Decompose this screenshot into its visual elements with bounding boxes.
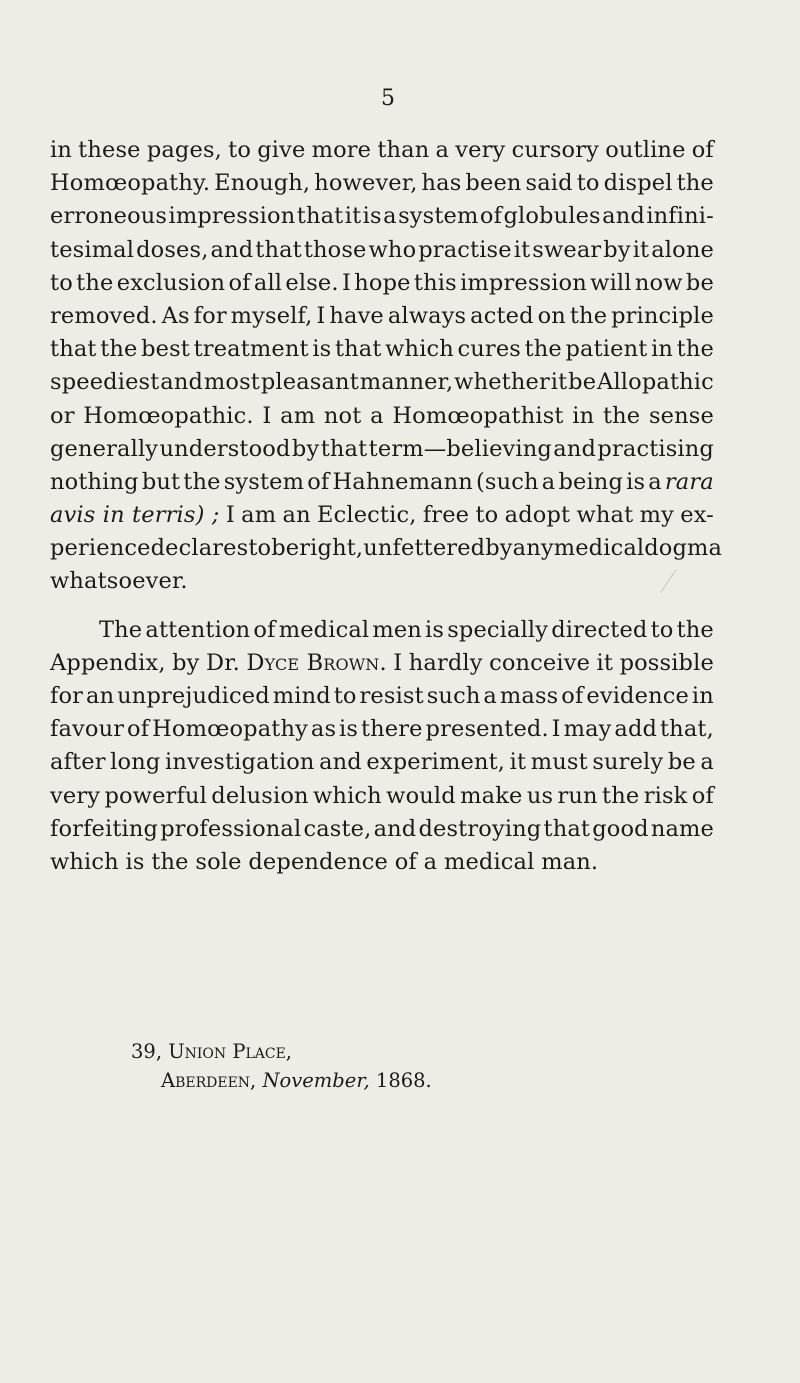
word: pleasant	[260, 369, 359, 396]
word: which	[385, 336, 454, 363]
signature-address-text: 39, Union Place,	[131, 1040, 293, 1063]
word: As	[161, 302, 190, 329]
word: there	[360, 716, 423, 743]
word: acted	[470, 302, 534, 329]
text-line	[50, 300, 714, 333]
word: that	[320, 435, 368, 462]
word: globules	[503, 203, 601, 230]
word: destroying	[418, 815, 542, 842]
word: the	[676, 616, 714, 643]
word: very	[455, 137, 506, 163]
word: those	[303, 236, 367, 263]
word: it	[632, 236, 650, 263]
word: system	[398, 203, 479, 230]
word: swear	[532, 236, 602, 263]
word: that	[50, 336, 97, 363]
word: Eclectic,	[317, 502, 417, 529]
word: and	[602, 203, 645, 230]
text-line	[50, 366, 714, 399]
word: practise	[418, 236, 512, 263]
word: very	[50, 782, 101, 809]
word: by	[485, 535, 513, 562]
text-line	[50, 466, 714, 499]
word: investigation	[164, 749, 315, 776]
word: to	[475, 502, 499, 529]
word: what	[576, 502, 634, 529]
word: the	[569, 302, 608, 329]
word: medical	[443, 848, 535, 875]
word: Hahnemann	[332, 468, 473, 495]
word: a	[383, 203, 397, 230]
paragraph-appendix	[50, 614, 714, 880]
text-line	[50, 614, 714, 647]
word: exclusion	[116, 269, 226, 296]
word: favour	[50, 716, 125, 743]
word: good	[592, 815, 649, 842]
word: us	[526, 782, 554, 809]
word: right,	[299, 535, 364, 562]
signature-place-date	[131, 1066, 432, 1095]
word: that	[543, 815, 591, 842]
word: than	[377, 137, 430, 163]
word: it	[550, 369, 568, 396]
word: a	[541, 468, 556, 495]
word: to	[248, 535, 272, 562]
word: evidence	[586, 683, 689, 709]
word: Enough,	[214, 170, 311, 197]
word: attention	[145, 616, 251, 643]
text-line	[50, 532, 723, 565]
word: a	[483, 683, 497, 709]
word: I	[393, 649, 403, 676]
word: of	[253, 616, 276, 643]
word: I	[341, 269, 352, 296]
word: is	[339, 716, 359, 743]
word: which	[313, 782, 382, 809]
word: be	[667, 749, 696, 776]
word: generally	[50, 435, 159, 462]
word: mind	[272, 683, 331, 709]
word: by	[603, 236, 631, 263]
word: must	[530, 749, 588, 776]
word: the	[524, 336, 562, 363]
word: that	[334, 336, 382, 363]
word: resist	[359, 683, 424, 709]
word: been	[465, 170, 522, 197]
text-line	[50, 647, 714, 680]
word: is	[626, 468, 646, 495]
text-line	[50, 780, 714, 813]
word: cures	[457, 336, 521, 363]
word: adopt	[504, 502, 571, 529]
word: presented.	[425, 716, 549, 743]
word: of	[691, 782, 714, 809]
word: cursory	[511, 137, 600, 163]
word: I	[262, 402, 272, 429]
word: who	[368, 236, 417, 263]
word: to	[228, 137, 252, 163]
word: experiment,	[366, 749, 506, 776]
page-number: 5	[381, 86, 395, 111]
signature-block	[131, 1037, 432, 1095]
word: my	[639, 502, 674, 529]
word: medical	[278, 616, 370, 643]
text-line	[50, 499, 714, 532]
word: am	[241, 502, 277, 529]
signature-city: Aberdeen,	[161, 1069, 257, 1092]
word: and	[160, 369, 204, 396]
word: nothing	[50, 468, 139, 495]
word: the	[602, 782, 640, 809]
word: any	[512, 535, 554, 562]
word: run	[557, 782, 598, 809]
word: whatsoever.	[50, 568, 188, 595]
word: may	[563, 716, 612, 743]
word: being	[558, 468, 623, 495]
paragraph-eclecticism	[50, 134, 723, 599]
text-line	[50, 234, 714, 267]
word: avis in terris) ;	[50, 502, 220, 529]
word: the	[151, 848, 189, 875]
word: of	[479, 203, 503, 230]
word: the	[76, 269, 114, 296]
word: erroneous	[50, 203, 168, 230]
word: dispel	[603, 170, 673, 197]
word: Dyce Brown.	[246, 649, 387, 676]
word: conceive	[489, 649, 591, 676]
word: The	[99, 616, 143, 643]
word: risk	[643, 782, 688, 809]
word: possible	[619, 649, 714, 676]
word: after	[50, 749, 106, 776]
word: else.	[285, 269, 339, 296]
word: this	[413, 269, 457, 296]
word: of	[691, 137, 714, 163]
word: that	[255, 236, 302, 263]
word: by	[291, 435, 320, 462]
word: add	[614, 716, 658, 743]
word: to	[50, 269, 73, 296]
word: declares	[150, 535, 249, 562]
word: it	[509, 749, 527, 776]
word: however,	[314, 170, 418, 197]
word: hardly	[408, 649, 483, 676]
word: treatment	[193, 336, 309, 363]
text-line	[50, 200, 714, 233]
word: Allopathic	[597, 369, 714, 396]
word: and	[373, 815, 417, 842]
word: impression	[168, 203, 296, 230]
word: to	[576, 170, 600, 197]
text-line	[50, 713, 714, 746]
word: as	[310, 716, 337, 743]
text-line	[50, 400, 714, 433]
word: not	[323, 402, 362, 429]
word: have	[329, 302, 384, 329]
word: free	[422, 502, 470, 529]
word: unprejudiced	[117, 683, 270, 709]
word: Homœopathy	[152, 716, 308, 743]
word: of	[127, 716, 150, 743]
text-line	[50, 813, 714, 846]
word: system	[223, 468, 305, 495]
word: Dr.	[206, 649, 240, 676]
word: the	[100, 336, 138, 363]
word: understood	[159, 435, 291, 462]
word: ex-	[680, 502, 714, 529]
word: best	[141, 336, 191, 363]
word: rara	[664, 468, 714, 495]
word: an	[86, 683, 115, 709]
word: and	[319, 749, 362, 776]
word: principle	[611, 302, 714, 329]
text-line	[50, 267, 714, 300]
word: men	[372, 616, 422, 643]
word: myself,	[230, 302, 313, 329]
word: Homœopathic.	[83, 402, 254, 429]
word: be	[271, 535, 300, 562]
word: the	[602, 402, 641, 429]
word: is	[362, 203, 382, 230]
signature-month: November,	[262, 1069, 370, 1092]
word: and	[553, 435, 597, 462]
word: Appendix,	[50, 649, 166, 676]
word: for	[193, 302, 227, 329]
word: of	[228, 269, 251, 296]
word: (such	[476, 468, 539, 495]
word: such	[426, 683, 481, 709]
word: all	[253, 269, 283, 296]
word: now	[634, 269, 683, 296]
word: the	[183, 468, 221, 495]
word: on	[537, 302, 566, 329]
word: dogma	[644, 535, 723, 562]
text-line	[50, 333, 714, 366]
word: speediest	[50, 369, 160, 396]
word: infini-	[646, 203, 714, 230]
word: doses,	[136, 236, 209, 263]
word: professional	[160, 815, 302, 842]
word: said	[525, 170, 573, 197]
word: a	[423, 848, 438, 875]
word: and	[210, 236, 254, 263]
word: dependence	[248, 848, 388, 875]
paragraph-gap	[50, 599, 714, 614]
text-line	[50, 846, 714, 879]
word: manner,	[359, 369, 454, 396]
word: a	[370, 402, 384, 429]
word: I	[225, 502, 235, 529]
word: removed.	[50, 302, 158, 329]
word: is	[125, 848, 145, 875]
signature-year: 1868.	[375, 1069, 432, 1092]
word: in	[50, 137, 72, 163]
word: I	[551, 716, 561, 743]
word: specially	[447, 616, 549, 643]
word: hope	[354, 269, 411, 296]
text-line	[50, 433, 714, 466]
word: unfettered	[363, 535, 486, 562]
word: has	[421, 170, 462, 197]
word: name	[650, 815, 714, 842]
word: practising	[597, 435, 714, 462]
word: I	[316, 302, 326, 329]
word: will	[590, 269, 632, 296]
word: powerful	[104, 782, 207, 809]
word: sense	[648, 402, 714, 429]
word: sole	[195, 848, 242, 875]
word: medical	[553, 535, 645, 562]
word: that	[296, 203, 344, 230]
word: the	[676, 170, 714, 197]
word: which	[50, 848, 119, 875]
word: outline	[605, 137, 686, 163]
word: pages,	[146, 137, 222, 163]
word: caste,	[303, 815, 372, 842]
word: of	[307, 468, 330, 495]
word: term—believing	[368, 435, 552, 462]
text-line	[50, 680, 714, 713]
word: tesimal	[50, 236, 135, 263]
word: be	[685, 269, 714, 296]
word: surely	[592, 749, 664, 776]
word: a	[700, 749, 714, 776]
word: delusion	[211, 782, 309, 809]
word: an	[282, 502, 311, 529]
word: for	[50, 683, 84, 709]
word: make	[460, 782, 523, 809]
word: is	[312, 336, 332, 363]
word: that,	[659, 716, 714, 743]
word: it	[513, 236, 531, 263]
word: directed	[551, 616, 648, 643]
word: of	[561, 683, 584, 709]
word: impression	[460, 269, 587, 296]
word: long	[110, 749, 161, 776]
text-line	[50, 167, 714, 200]
word: the	[676, 336, 714, 363]
word: by	[172, 649, 200, 676]
word: more	[311, 137, 372, 163]
word: in	[651, 336, 674, 363]
word: whether	[454, 369, 550, 396]
word: perience	[50, 535, 151, 562]
word: Homœopathy.	[50, 170, 211, 197]
word: in	[572, 402, 595, 429]
word: to	[333, 683, 357, 709]
signature-address	[131, 1037, 432, 1066]
word: alone	[651, 236, 714, 263]
word: to	[650, 616, 674, 643]
word: it	[596, 649, 614, 676]
word: is	[425, 616, 445, 643]
word: but	[141, 468, 181, 495]
word: forfeiting	[50, 815, 159, 842]
word: be	[568, 369, 597, 396]
word: most	[203, 369, 260, 396]
word: am	[280, 402, 316, 429]
word: or	[50, 402, 75, 429]
word: these	[78, 137, 141, 163]
body-text	[50, 134, 723, 879]
word: a	[435, 137, 450, 163]
word: would	[386, 782, 456, 809]
word: a	[648, 468, 662, 495]
word: give	[257, 137, 306, 163]
word: always	[387, 302, 467, 329]
text-line	[50, 746, 714, 779]
word: in	[691, 683, 714, 709]
word: it	[344, 203, 362, 230]
text-line	[50, 134, 714, 167]
word: of	[394, 848, 417, 875]
word: patient	[565, 336, 648, 363]
word: Homœopathist	[392, 402, 564, 429]
word: man.	[541, 848, 599, 875]
word: mass	[499, 683, 559, 709]
text-line	[50, 565, 714, 598]
